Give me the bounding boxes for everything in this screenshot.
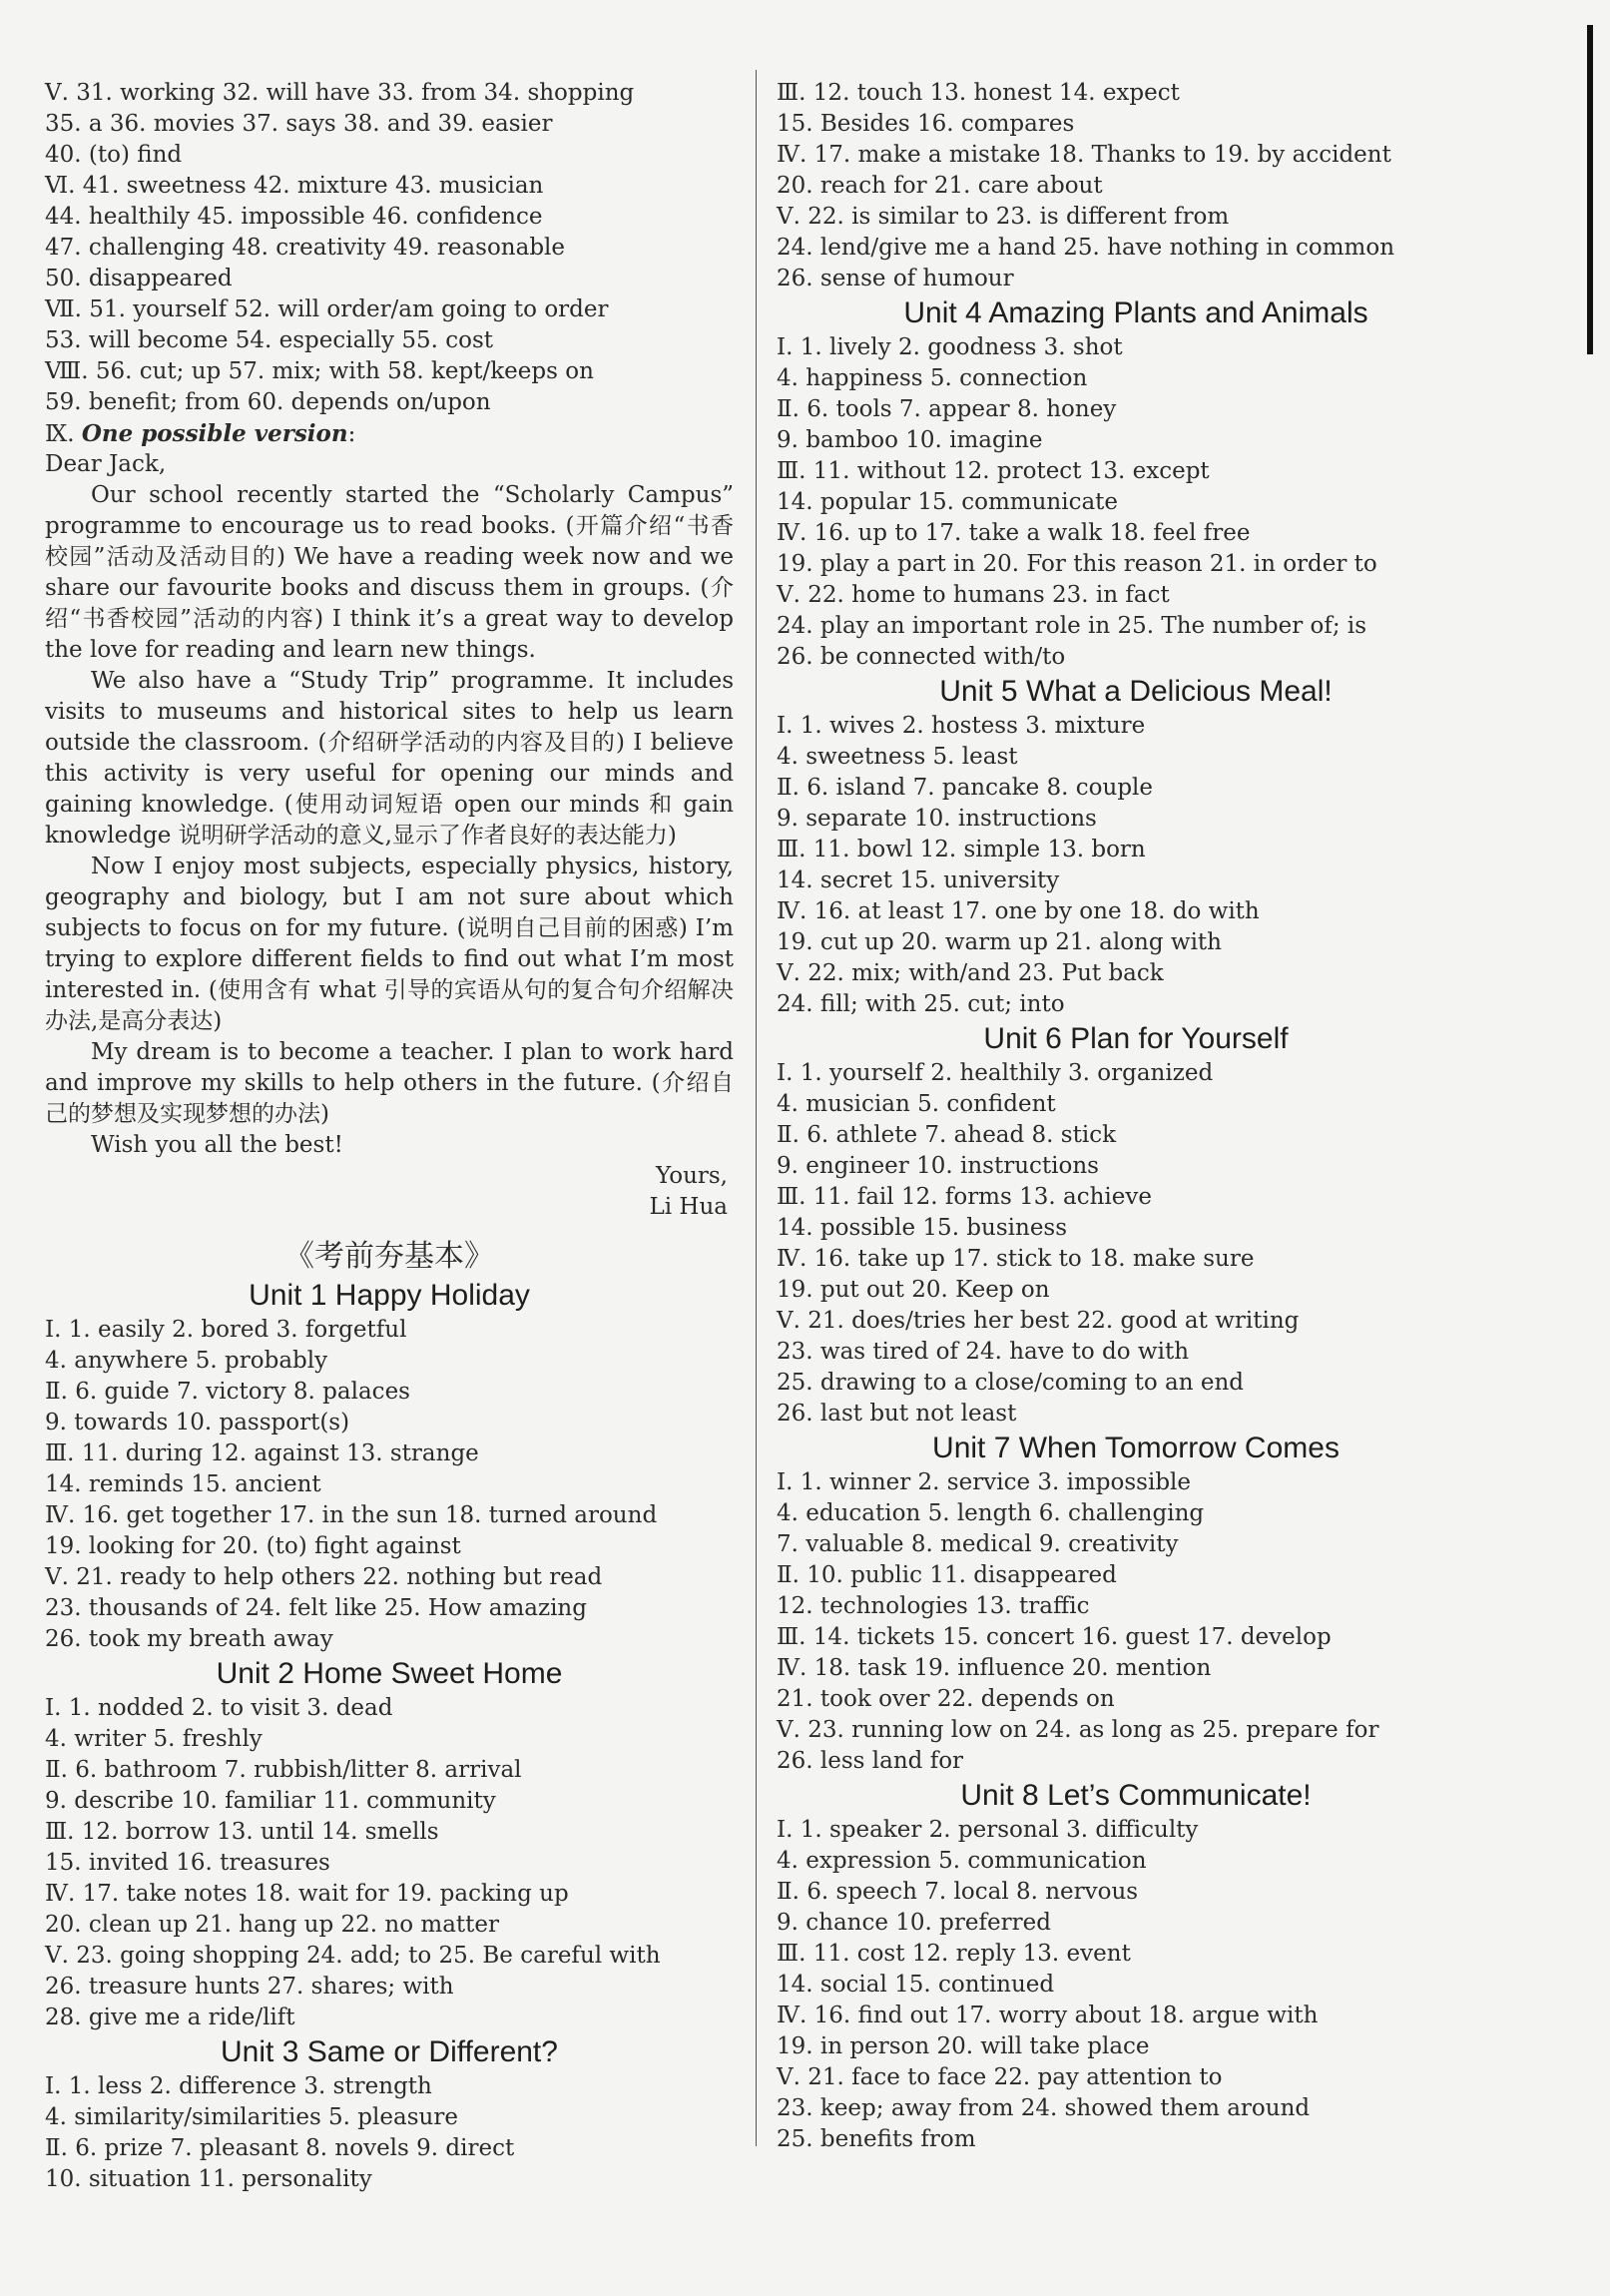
answer-line: 35. a 36. movies 37. says 38. and 39. easier (45, 111, 553, 137)
answer-line: Ⅱ. 10. public 11. disappeared (777, 1562, 1117, 1588)
answer-line: Ⅰ. 1. wives 2. hostess 3. mixture (777, 713, 1146, 739)
left-units (45, 1277, 734, 2195)
answer-line: Ⅱ. 6. bathroom 7. rubbish/litter 8. arrival (45, 1757, 522, 1783)
answer-line: Ⅰ. 1. yourself 2. healthily 3. organized (777, 1060, 1214, 1086)
answer-line: 44. healthily 45. impossible 46. confidence (45, 204, 543, 230)
answer-line: Ⅰ. 1. less 2. difference 3. strength (45, 2073, 432, 2099)
answer-line: 9. towards 10. passport(s) (45, 1410, 350, 1435)
answer-line: 4. anywhere 5. probably (45, 1348, 328, 1374)
answer-line: 7. valuable 8. medical 9. creativity (777, 1531, 1179, 1557)
unit-section (777, 1430, 1495, 1777)
answer-line: Ⅴ. 23. running low on 24. as long as 25. prepare for (777, 1717, 1379, 1743)
column-divider (756, 70, 757, 2146)
unit-section (45, 1277, 734, 1655)
answer-line: 59. benefit; from 60. depends on/upon (45, 389, 491, 415)
answer-line: 4. expression 5. communication (777, 1848, 1147, 1874)
answer-line: Ⅲ. 11. bowl 12. simple 13. born (777, 837, 1146, 862)
answer-line: Ⅱ. 6. athlete 7. ahead 8. stick (777, 1122, 1117, 1148)
answer-line: 9. separate 10. instructions (777, 806, 1097, 832)
essay-label-prefix: Ⅸ. (45, 421, 82, 447)
essay-paragraph: Now I enjoy most subjects, especially physics, history, geography and biology, but I am not sure about which subjects to focus on for my future. (说明自己目前的困惑) I’m trying to explore different fields to find out what I’m most interested in. (使用含有 what 引导的宾语从句的复合句介绍解决办法,是高分表达) (45, 854, 734, 1034)
answer-line: 26. treasure hunts 27. shares; with (45, 1974, 454, 2000)
answer-line: 19. cut up 20. warm up 21. along with (777, 929, 1222, 955)
answer-line: 4. similarity/similarities 5. pleasure (45, 2104, 458, 2130)
answer-line: Ⅱ. 6. prize 7. pleasant 8. novels 9. direct (45, 2135, 515, 2161)
answer-line: 9. bamboo 10. imagine (777, 427, 1043, 453)
answer-line: 14. social 15. continued (777, 1972, 1055, 1998)
answer-line: 25. drawing to a close/coming to an end (777, 1370, 1245, 1396)
answer-line: 26. sense of humour (777, 266, 1014, 291)
answer-line: Ⅷ. 56. cut; up 57. mix; with 58. kept/keeps on (45, 358, 594, 384)
answer-line: 21. took over 22. depends on (777, 1686, 1115, 1712)
answer-line: Ⅴ. 21. face to face 22. pay attention to (777, 2064, 1223, 2090)
answer-line: Ⅶ. 51. yourself 52. will order/am going to order (45, 296, 609, 322)
answer-line: 24. play an important role in 25. The number of; is (777, 613, 1367, 639)
essay-label-suffix: : (347, 421, 356, 447)
answer-line: Ⅳ. 18. task 19. influence 20. mention (777, 1655, 1212, 1681)
answer-line: 20. clean up 21. hang up 22. no matter (45, 1912, 500, 1938)
answer-line: Ⅲ. 12. touch 13. honest 14. expect (777, 80, 1180, 106)
answer-line: 19. put out 20. Keep on (777, 1277, 1050, 1303)
answer-line: Ⅰ. 1. easily 2. bored 3. forgetful (45, 1317, 407, 1343)
answer-line: 9. chance 10. preferred (777, 1910, 1051, 1936)
answer-line: Ⅰ. 1. nodded 2. to visit 3. dead (45, 1695, 393, 1721)
answer-line: 23. was tired of 24. have to do with (777, 1339, 1190, 1365)
answer-line: Ⅴ. 22. mix; with/and 23. Put back (777, 960, 1164, 986)
unit-heading: Unit 4 Amazing Plants and Animals (903, 296, 1368, 329)
essay-label-text: One possible version (81, 420, 348, 447)
answer-line: Ⅳ. 17. make a mistake 18. Thanks to 19. by accident (777, 142, 1391, 168)
answer-line: 24. lend/give me a hand 25. have nothing in common (777, 235, 1395, 261)
answer-line: 40. (to) find (45, 142, 183, 168)
answer-line: 4. education 5. length 6. challenging (777, 1500, 1205, 1526)
essay-paragraph: We also have a “Study Trip” programme. It includes visits to museums and historical sites to help us learn outside the classroom. (介绍研学活动的内容及目的) I believe this activity is very useful for opening our minds and gaining knowledge. (使用动词短语 open our minds 和 gain knowledge 说明研学活动的意义,显示了作者良好的表达能力) (45, 668, 734, 849)
unit-section (777, 1777, 1495, 2155)
answer-line: Ⅵ. 41. sweetness 42. mixture 43. musician (45, 173, 544, 199)
answer-line: 4. happiness 5. connection (777, 365, 1088, 391)
answer-line: Ⅴ. 21. does/tries her best 22. good at writing (777, 1308, 1300, 1334)
answer-line: 28. give me a ride/lift (45, 2005, 295, 2030)
unit-heading: Unit 8 Let’s Communicate! (960, 1779, 1312, 1812)
answer-line: 24. fill; with 25. cut; into (777, 991, 1065, 1017)
unit-section (777, 673, 1495, 1020)
unit-section (777, 1020, 1495, 1430)
essay-signature: Li Hua (649, 1194, 728, 1220)
answer-line: Ⅳ. 16. find out 17. worry about 18. argue with (777, 2003, 1319, 2028)
answer-line: Ⅱ. 6. island 7. pancake 8. couple (777, 775, 1154, 801)
essay-label (45, 418, 734, 449)
answer-line: 12. technologies 13. traffic (777, 1593, 1090, 1619)
answer-line: 10. situation 11. personality (45, 2166, 372, 2192)
unit-section (45, 2033, 734, 2195)
answer-line: Ⅲ. 12. borrow 13. until 14. smells (45, 1819, 439, 1845)
answer-line: Ⅴ. 31. working 32. will have 33. from 34. shopping (45, 80, 635, 106)
answer-line: 23. thousands of 24. felt like 25. How amazing (45, 1595, 587, 1621)
unit-heading: Unit 6 Plan for Yourself (983, 1022, 1289, 1055)
unit-heading: Unit 3 Same or Different? (221, 2035, 558, 2068)
answer-line: 19. in person 20. will take place (777, 2033, 1150, 2059)
answer-line: 47. challenging 48. creativity 49. reasonable (45, 235, 566, 261)
answer-line: Ⅲ. 11. fail 12. forms 13. achieve (777, 1184, 1152, 1210)
answer-line: Ⅱ. 6. speech 7. local 8. nervous (777, 1879, 1139, 1905)
answer-line: 19. looking for 20. (to) fight against (45, 1533, 461, 1559)
answer-line: Ⅱ. 6. guide 7. victory 8. palaces (45, 1379, 410, 1405)
answer-line: 26. be connected with/to (777, 644, 1066, 670)
unit-heading: Unit 5 What a Delicious Meal! (939, 675, 1333, 708)
answer-line: 26. took my breath away (45, 1626, 333, 1652)
answer-line: 9. engineer 10. instructions (777, 1153, 1099, 1179)
answer-line: Ⅳ. 17. take notes 18. wait for 19. packing up (45, 1881, 569, 1907)
unit-section (45, 1655, 734, 2033)
right-units (777, 294, 1495, 2155)
answer-line: Ⅳ. 16. get together 17. in the sun 18. turned around (45, 1502, 658, 1528)
essay-paragraph: Our school recently started the “Scholarly Campus” programme to encourage us to read books. (开篇介绍“书香校园”活动及活动目的) We have a reading week now and we share our favourite books and discuss them in groups. (介绍“书香校园”活动的内容) I think it’s a great way to develop the love for reading and learn new things. (45, 482, 734, 663)
answer-line: 14. reminds 15. ancient (45, 1471, 321, 1497)
answer-line: 25. benefits from (777, 2126, 976, 2152)
answer-line: 4. musician 5. confident (777, 1091, 1056, 1117)
answer-line: 26. last but not least (777, 1401, 1017, 1427)
book-section-title: 《考前夯基本》 (284, 1239, 494, 1274)
answer-line: Ⅰ. 1. speaker 2. personal 3. difficulty (777, 1817, 1199, 1843)
scan-edge-bar (1587, 25, 1593, 354)
answer-line: 14. secret 15. university (777, 867, 1060, 893)
answer-line: 9. describe 10. familiar 11. community (45, 1788, 496, 1814)
answer-line: 15. Besides 16. compares (777, 111, 1075, 137)
answer-line: 20. reach for 21. care about (777, 173, 1103, 199)
answer-line: Ⅰ. 1. winner 2. service 3. impossible (777, 1469, 1192, 1495)
answer-line: Ⅴ. 21. ready to help others 22. nothing but read (45, 1564, 603, 1590)
answer-line: Ⅲ. 11. without 12. protect 13. except (777, 458, 1210, 484)
answer-line: Ⅱ. 6. tools 7. appear 8. honey (777, 396, 1117, 422)
answer-line: 53. will become 54. especially 55. cost (45, 327, 494, 353)
unit-heading: Unit 1 Happy Holiday (249, 1279, 530, 1312)
left-answer-block (45, 78, 734, 418)
left-column (45, 78, 734, 2195)
essay-paragraph: My dream is to become a teacher. I plan to work hard and improve my skills to help others in the future. (介绍自己的梦想及实现梦想的办法) (45, 1039, 734, 1127)
answer-line: Ⅳ. 16. at least 17. one by one 18. do with (777, 898, 1260, 924)
right-column (777, 78, 1495, 2155)
answer-line: Ⅳ. 16. take up 17. stick to 18. make sure (777, 1246, 1255, 1272)
answer-line: Ⅴ. 23. going shopping 24. add; to 25. Be careful with (45, 1943, 661, 1969)
answer-line: 26. less land for (777, 1748, 964, 1774)
answer-line: Ⅳ. 16. up to 17. take a walk 18. feel free (777, 520, 1251, 546)
answer-line: 14. possible 15. business (777, 1215, 1068, 1241)
answer-line: 19. play a part in 20. For this reason 21. in order to (777, 551, 1377, 577)
right-answer-block (777, 78, 1495, 294)
essay-signature-block (45, 1161, 734, 1223)
answer-line: Ⅰ. 1. lively 2. goodness 3. shot (777, 334, 1123, 360)
answer-line: 4. sweetness 5. least (777, 744, 1018, 770)
unit-heading: Unit 2 Home Sweet Home (216, 1657, 563, 1690)
answer-line: 50. disappeared (45, 266, 233, 291)
model-essay (45, 418, 734, 1223)
answer-line: Ⅴ. 22. home to humans 23. in fact (777, 582, 1170, 608)
unit-heading: Unit 7 When Tomorrow Comes (932, 1432, 1340, 1464)
answer-line: Ⅲ. 14. tickets 15. concert 16. guest 17. develop (777, 1624, 1332, 1650)
essay-greeting: Dear Jack, (45, 451, 167, 477)
answer-line: 23. keep; away from 24. showed them around (777, 2095, 1311, 2121)
answer-line: Ⅴ. 22. is similar to 23. is different from (777, 204, 1230, 230)
unit-section (777, 294, 1495, 673)
answer-line: 14. popular 15. communicate (777, 489, 1119, 515)
answer-line: Ⅲ. 11. during 12. against 13. strange (45, 1440, 479, 1466)
essay-paragraph: Wish you all the best! (91, 1132, 343, 1158)
answer-line: 4. writer 5. freshly (45, 1726, 263, 1752)
answer-line: Ⅲ. 11. cost 12. reply 13. event (777, 1941, 1131, 1967)
answer-line: 15. invited 16. treasures (45, 1850, 330, 1876)
essay-closing: Yours, (656, 1163, 728, 1189)
